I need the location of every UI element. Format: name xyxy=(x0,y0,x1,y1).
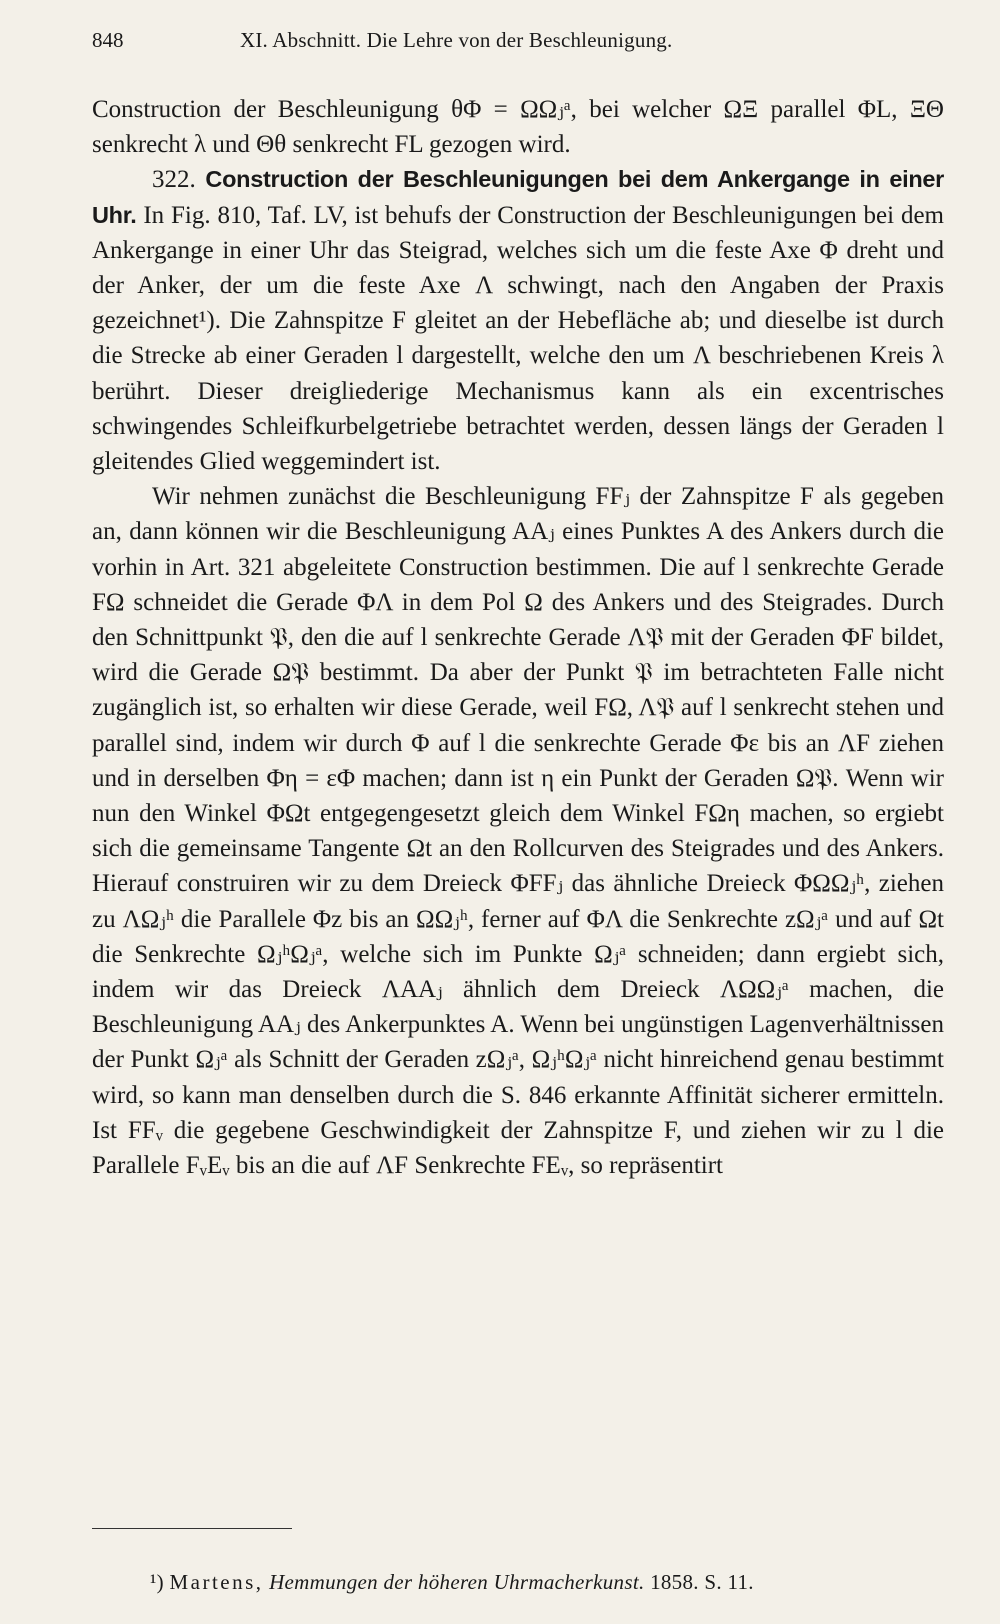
intro-paragraph: Construction der Beschleunigung θΦ = ΩΩⱼᵃ, bei welcher ΩΞ parallel ΦL, ΞΘ senkrecht λ und Θθ senkrecht FL gezogen wird. xyxy=(92,96,944,159)
running-head: XI. Abschnitt. Die Lehre von der Beschleunigung. xyxy=(240,28,673,52)
footnote-marker: ¹) xyxy=(150,1570,164,1594)
section-heading: Construction der Beschleunigungen bei dem Ankergange in einer Uhr. xyxy=(92,166,944,228)
footnote-title: Hemmungen der höheren Uhrmacherkunst. xyxy=(269,1570,645,1594)
page-header xyxy=(92,28,944,64)
body-text xyxy=(92,92,944,1183)
page-number: 848 xyxy=(92,28,124,52)
footnote-rule xyxy=(92,1528,292,1529)
footnote-citation: 1858. S. 11. xyxy=(650,1570,754,1594)
paragraph-2: Wir nehmen zunächst die Beschleunigung FFⱼ der Zahnspitze F als gegeben an, dann können wir die Beschleunigung AAⱼ eines Punktes A des Ankers durch die vorhin in Art. 321 abgeleitete Construction bestimmen. Die auf l senkrechte Gerade FΩ schneidet die Gerade ΦΛ in dem Pol Ω des Ankers und des Steigrades. Durch den Schnittpunkt 𝔓, den die auf l senkrechte Gerade Λ𝔓 mit der Geraden ΦF bildet, wird die Gerade Ω𝔓 bestimmt. Da aber der Punkt 𝔓 im betrachteten Falle nicht zugänglich ist, so erhalten wir diese Gerade, weil FΩ, Λ𝔓 auf l senkrecht stehen und parallel sind, indem wir durch Φ auf l die senkrechte Gerade Φε bis an ΛF ziehen und in derselben Φη = εΦ machen; dann ist η ein Punkt der Geraden Ω𝔓. Wenn wir nun den Winkel ΦΩt entgegengesetzt gleich dem Winkel FΩη machen, so ergiebt sich die gemeinsame Tangente Ωt an den Rollcurven des Steigrades und des Ankers. Hierauf construiren wir zu dem Dreieck ΦFFⱼ das ähnliche Dreieck ΦΩΩⱼʰ, ziehen zu ΛΩⱼʰ die Parallele Φz bis an ΩΩⱼʰ, ferner auf ΦΛ die Senkrechte zΩⱼᵃ und auf Ωt die Senkrechte ΩⱼʰΩⱼᵃ, welche sich im Punkte Ωⱼᵃ schneiden; dann ergiebt sich, indem wir das Dreieck ΛAAⱼ ähnlich dem Dreieck ΛΩΩⱼᵃ machen, die Beschleunigung AAⱼ des Ankerpunktes A. Wenn bei ungünstigen Lagenverhältnissen der Punkt Ωⱼᵃ als Schnitt der Geraden zΩⱼᵃ, ΩⱼʰΩⱼᵃ nicht hinreichend genau bestimmt wird, so kann man denselben durch die S. 846 erkannte Affinität sicherer ermitteln. Ist FFᵥ die gegebene Geschwindigkeit der Zahnspitze F, und ziehen wir zu l die Parallele FᵥEᵥ bis an die auf ΛF Senkrechte FEᵥ, so repräsentirt xyxy=(92,483,945,1180)
footnote xyxy=(150,1570,754,1595)
footnote-author: Martens, xyxy=(169,1570,264,1594)
section-paragraph xyxy=(92,162,944,479)
paragraph-1-text: In Fig. 810, Taf. LV, ist behufs der Construction der Beschleunigungen bei dem Ankergange in einer Uhr das Steigrad, welches sich um die feste Axe Φ dreht und der Anker, der um die feste Axe Λ schwingt, nach den Angaben der Praxis gezeichnet¹). Die Zahnspitze F gleitet an der Hebefläche ab; und dieselbe ist durch die Strecke ab einer Geraden l dargestellt, welche den um Λ beschriebenen Kreis λ berührt. Dieser dreigliederige Mechanismus kann als ein excentrisches schwingendes Schleifkurbelgetriebe betrachtet werden, dessen längs der Geraden l gleitendes Glied weggemindert ist. xyxy=(92,201,944,476)
section-number: 322. xyxy=(152,166,196,194)
